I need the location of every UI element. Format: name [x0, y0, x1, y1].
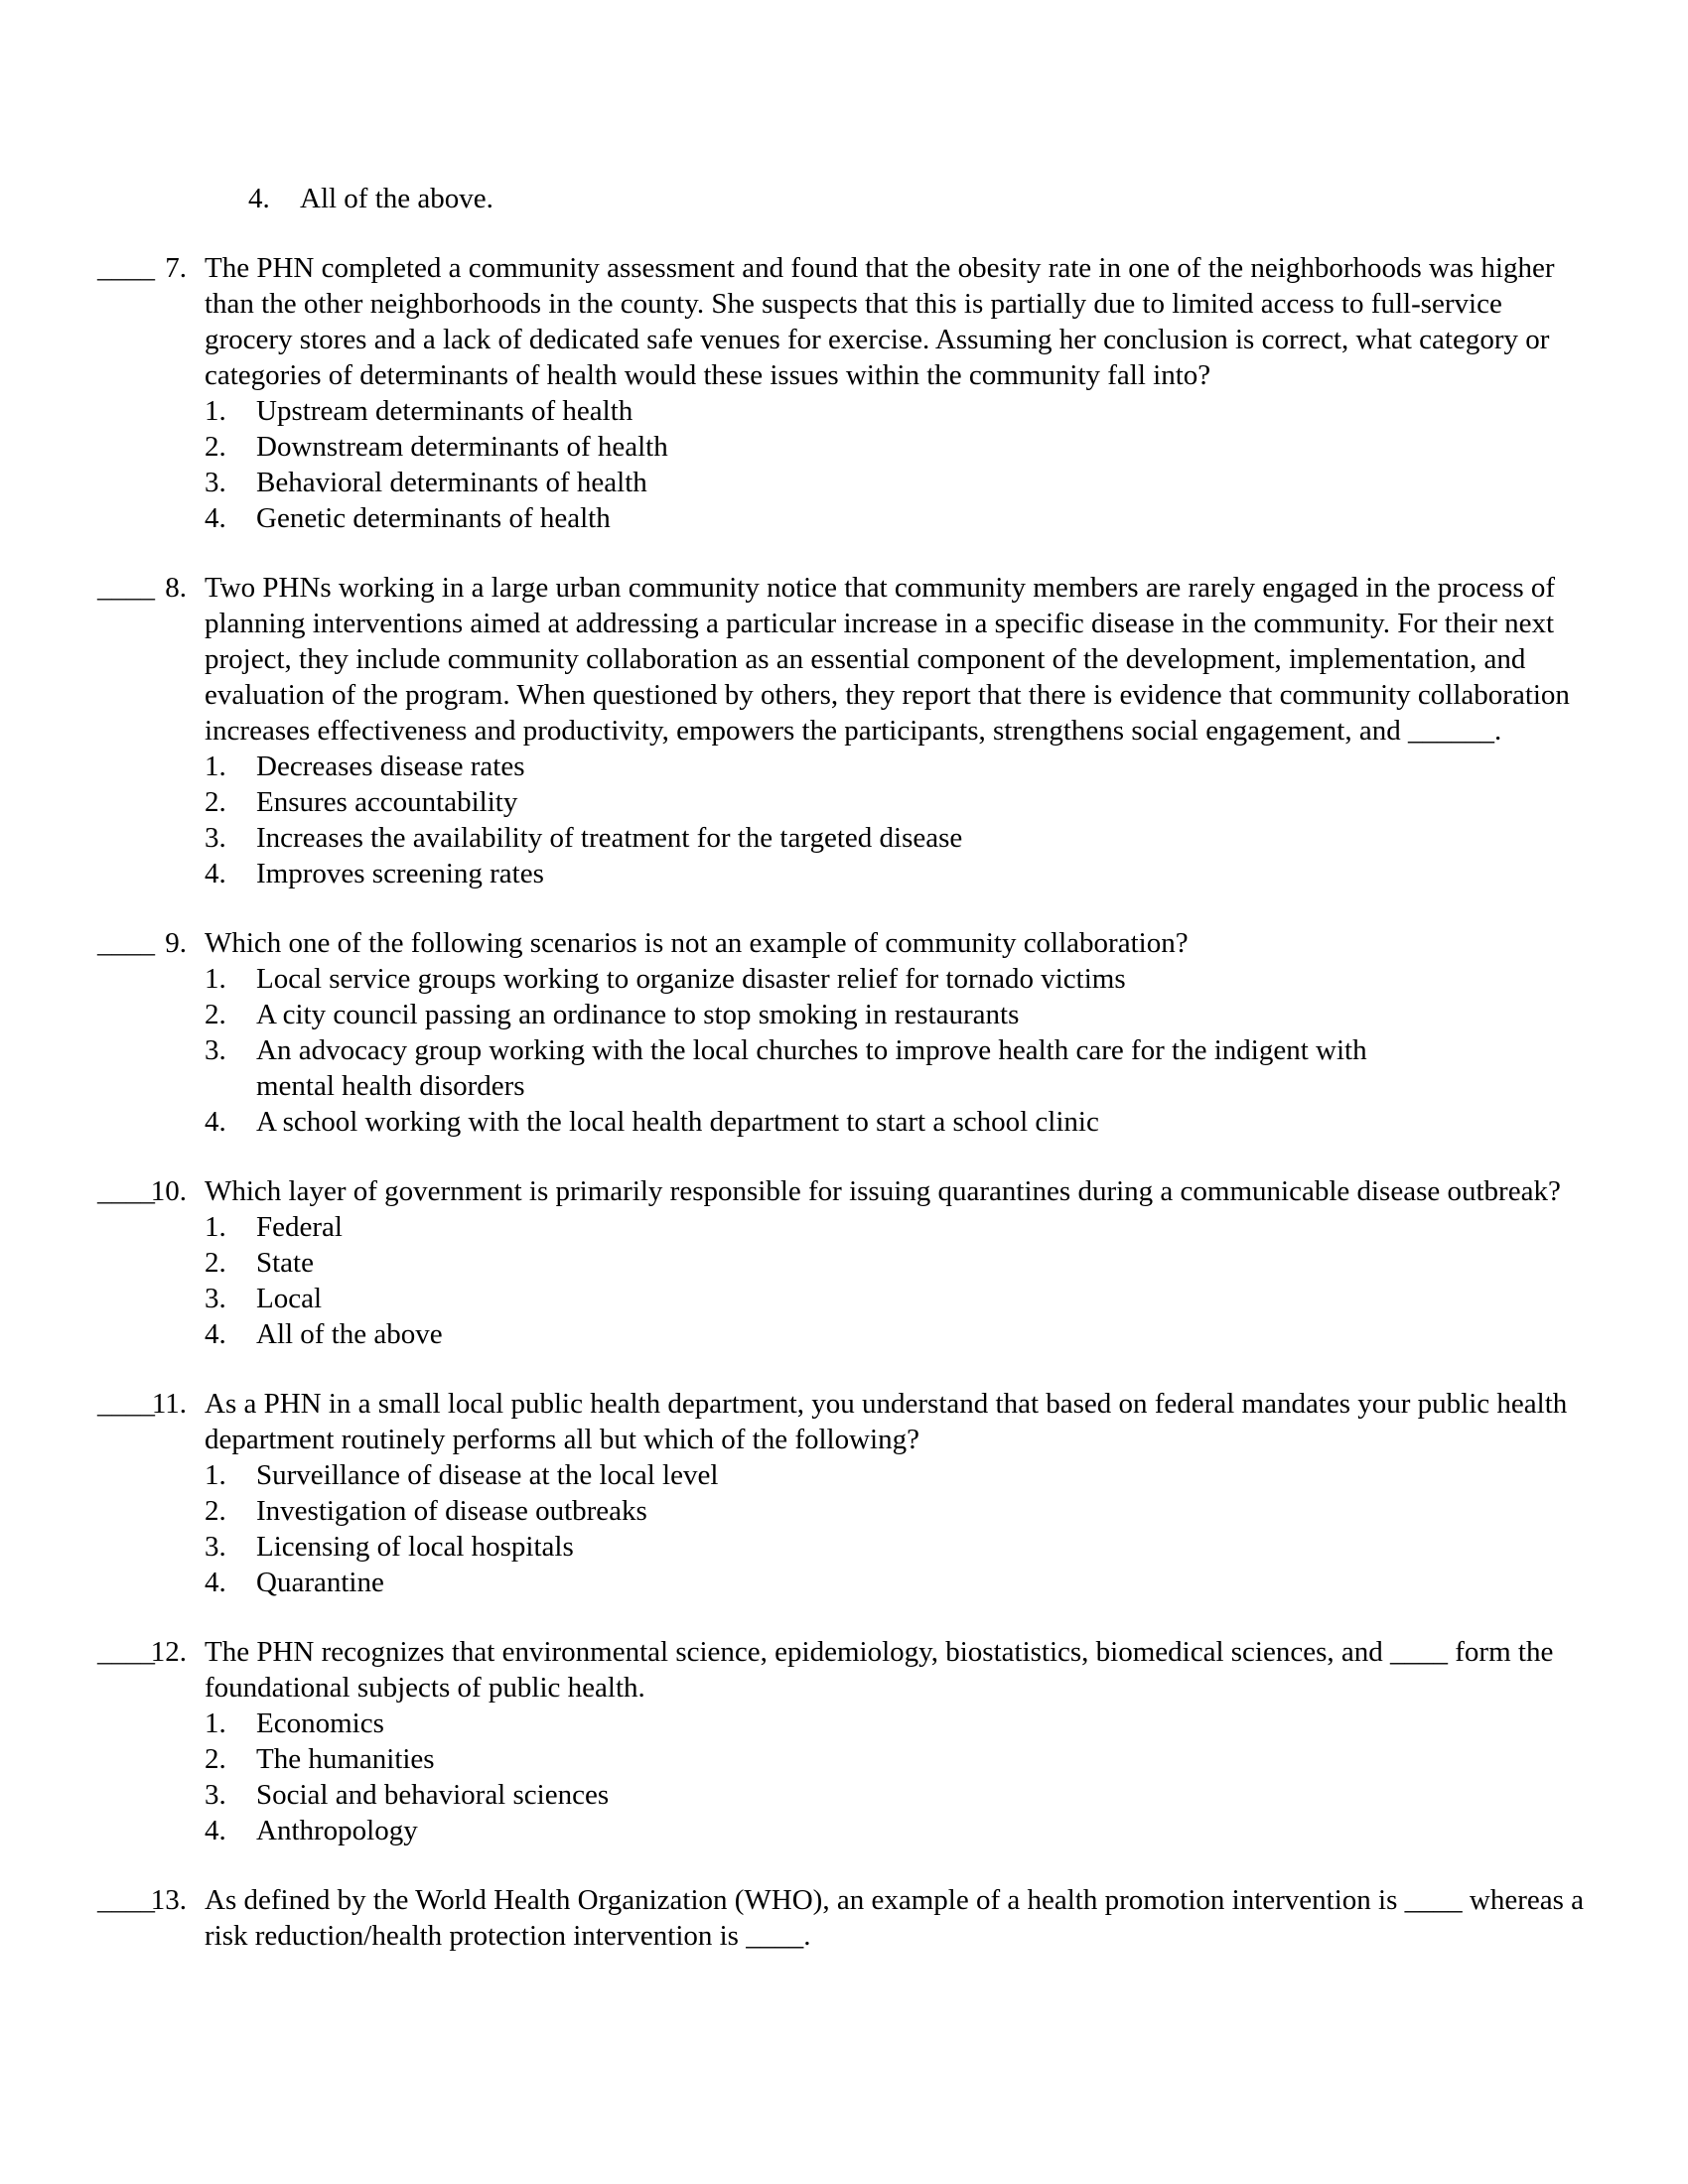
question-text-11: [187, 1386, 1688, 1600]
option-list-10: [205, 1209, 1586, 1352]
option-text: All of the above.: [300, 183, 493, 214]
option-number: 3.: [205, 1283, 226, 1314]
option-number: 3.: [205, 1779, 226, 1811]
list-item[interactable]: [205, 1493, 1586, 1529]
list-item[interactable]: [205, 784, 1586, 820]
list-item[interactable]: [205, 749, 1586, 784]
option-text: Surveillance of disease at the local level: [256, 1459, 719, 1491]
answer-blank-9[interactable]: ____: [97, 927, 155, 959]
list-item[interactable]: [205, 1565, 1586, 1600]
option-text: Licensing of local hospitals: [256, 1531, 574, 1563]
option-number: 1.: [205, 963, 226, 995]
question-number-13: 13.: [150, 1884, 187, 1916]
option-text: Anthropology: [256, 1815, 418, 1846]
list-item[interactable]: [205, 997, 1586, 1032]
question-number-11: 11.: [151, 1388, 187, 1420]
question-block-9: [0, 925, 1688, 1140]
question-stem-row: [0, 1634, 1688, 1848]
list-item[interactable]: [205, 500, 1586, 536]
option-number: 4.: [205, 1815, 226, 1846]
option-text: Quarantine: [256, 1567, 384, 1598]
question-stem-text: As defined by the World Health Organization (WHO), an example of a health promotion intervention is ____ whereas a risk reduction/health protection intervention is ____.: [205, 1884, 1584, 1952]
option-number: 3.: [205, 1034, 226, 1066]
list-item[interactable]: [205, 1245, 1586, 1281]
list-item[interactable]: [205, 856, 1586, 891]
list-item[interactable]: [205, 393, 1586, 429]
option-list-8: [205, 749, 1586, 891]
question-text-8: [187, 570, 1688, 891]
list-item[interactable]: [205, 465, 1586, 500]
option-list-7: [205, 393, 1586, 536]
option-number: 2.: [205, 1495, 226, 1527]
list-item[interactable]: [205, 1529, 1586, 1565]
list-item[interactable]: [205, 1104, 1586, 1140]
option-text: Economics: [256, 1707, 384, 1739]
answer-blank-10[interactable]: ____: [97, 1175, 155, 1207]
option-text: Downstream determinants of health: [256, 431, 668, 463]
question-stem-text: As a PHN in a small local public health department, you understand that based on federal mandates your public health department routinely performs all but which of the following?: [205, 1388, 1568, 1455]
option-text: A school working with the local health department to start a school clinic: [256, 1106, 1099, 1138]
question-stem-row: [0, 250, 1688, 536]
question-number-7: 7.: [165, 252, 187, 284]
list-item[interactable]: [205, 1281, 1586, 1316]
question-block-13: [0, 1882, 1688, 1954]
question-block-8: [0, 570, 1688, 891]
answer-blank-11[interactable]: ____: [97, 1388, 155, 1420]
question-text-12: [187, 1634, 1688, 1848]
question-block-7: [0, 250, 1688, 536]
question-stem-text: Which layer of government is primarily responsible for issuing quarantines during a communicable disease outbreak?: [205, 1175, 1561, 1207]
list-item[interactable]: [205, 1777, 1586, 1813]
question-number-8: 8.: [165, 572, 187, 604]
list-item[interactable]: [205, 1316, 1586, 1352]
option-number: 4.: [205, 1567, 226, 1598]
option-number: 2.: [205, 999, 226, 1030]
option-number: 4.: [248, 183, 270, 214]
list-item[interactable]: [205, 1706, 1586, 1741]
option-list-11: [205, 1457, 1586, 1600]
option-text: A city council passing an ordinance to stop smoking in restaurants: [256, 999, 1020, 1030]
list-item[interactable]: [205, 961, 1586, 997]
list-item[interactable]: [205, 1032, 1586, 1104]
option-number: 3.: [205, 822, 226, 854]
list-item[interactable]: [205, 820, 1586, 856]
option-number: 4.: [205, 1106, 226, 1138]
option-number: 1.: [205, 395, 226, 427]
question-block-11: [0, 1386, 1688, 1600]
option-text: Decreases disease rates: [256, 751, 525, 782]
option-text: Improves screening rates: [256, 858, 544, 889]
question-number-12: 12.: [150, 1636, 187, 1668]
question-stem-row: [0, 1173, 1688, 1352]
list-item[interactable]: [205, 1813, 1586, 1848]
list-item[interactable]: [205, 429, 1586, 465]
option-list-12: [205, 1706, 1586, 1848]
question-stem-row: [0, 925, 1688, 1140]
option-text: Investigation of disease outbreaks: [256, 1495, 647, 1527]
option-text: Local service groups working to organize disaster relief for tornado victims: [256, 963, 1126, 995]
list-item[interactable]: [205, 1209, 1586, 1245]
question-text-9: [187, 925, 1688, 1140]
option-number: 1.: [205, 1459, 226, 1491]
option-number: 1.: [205, 1211, 226, 1243]
answer-blank-12[interactable]: ____: [97, 1636, 155, 1668]
question-number-10: 10.: [150, 1175, 187, 1207]
option-number: 4.: [205, 1318, 226, 1350]
option-text: An advocacy group working with the local churches to improve health care for the indigent with mental health disorders: [256, 1034, 1367, 1102]
answer-blank-13[interactable]: ____: [97, 1884, 155, 1916]
option-text: State: [256, 1247, 314, 1279]
option-number: 2.: [205, 431, 226, 463]
option-number: 4.: [205, 858, 226, 889]
list-item: [248, 181, 1688, 216]
option-number: 2.: [205, 1247, 226, 1279]
option-number: 3.: [205, 1531, 226, 1563]
question-stem-row: [0, 1386, 1688, 1600]
question-stem-text: Which one of the following scenarios is not an example of community collaboration?: [205, 927, 1189, 959]
option-list-9: [205, 961, 1586, 1140]
option-number: 2.: [205, 786, 226, 818]
question-number-9: 9.: [165, 927, 187, 959]
option-number: 1.: [205, 1707, 226, 1739]
answer-blank-8[interactable]: ____: [97, 572, 155, 604]
option-text: Federal: [256, 1211, 343, 1243]
option-text: Increases the availability of treatment for the targeted disease: [256, 822, 963, 854]
option-text: Social and behavioral sciences: [256, 1779, 610, 1811]
question-stem-text: Two PHNs working in a large urban community notice that community members are rarely engaged in the process of planning interventions aimed at addressing a particular increase in a specific disease in the community. For their next project, they include community collaboration as an essential component of the development, implementation, and evaluation of the program. When questioned by others, they report that there is evidence that community collaboration increases effectiveness and productivity, empowers the participants, strengthens social engagement, and ______.: [205, 572, 1570, 747]
option-text: Local: [256, 1283, 323, 1314]
orphan-option-list: [0, 181, 1688, 216]
answer-blank-7[interactable]: ____: [97, 252, 155, 284]
question-stem-text: The PHN completed a community assessment and found that the obesity rate in one of the neighborhoods was higher than the other neighborhoods in the county. She suspects that this is partially due to limited access to full-service grocery stores and a lack of dedicated safe venues for exercise. Assuming her conclusion is correct, what category or categories of determinants of health would these issues within the community fall into?: [205, 252, 1555, 391]
option-text: Upstream determinants of health: [256, 395, 633, 427]
question-block-12: [0, 1634, 1688, 1848]
option-text: The humanities: [256, 1743, 435, 1775]
option-number: 1.: [205, 751, 226, 782]
option-number: 3.: [205, 467, 226, 498]
question-block-10: [0, 1173, 1688, 1352]
question-text-10: [187, 1173, 1688, 1352]
question-stem-row: [0, 570, 1688, 891]
question-text-13: [187, 1882, 1688, 1954]
option-number: 2.: [205, 1743, 226, 1775]
list-item[interactable]: [205, 1457, 1586, 1493]
option-text: Behavioral determinants of health: [256, 467, 647, 498]
question-stem-text: The PHN recognizes that environmental science, epidemiology, biostatistics, biomedical sciences, and ____ form the foundational subjects of public health.: [205, 1636, 1554, 1704]
question-text-7: [187, 250, 1688, 536]
question-stem-row: [0, 1882, 1688, 1954]
option-text: Ensures accountability: [256, 786, 518, 818]
option-text: All of the above: [256, 1318, 443, 1350]
option-number: 4.: [205, 502, 226, 534]
option-text: Genetic determinants of health: [256, 502, 611, 534]
list-item[interactable]: [205, 1741, 1586, 1777]
